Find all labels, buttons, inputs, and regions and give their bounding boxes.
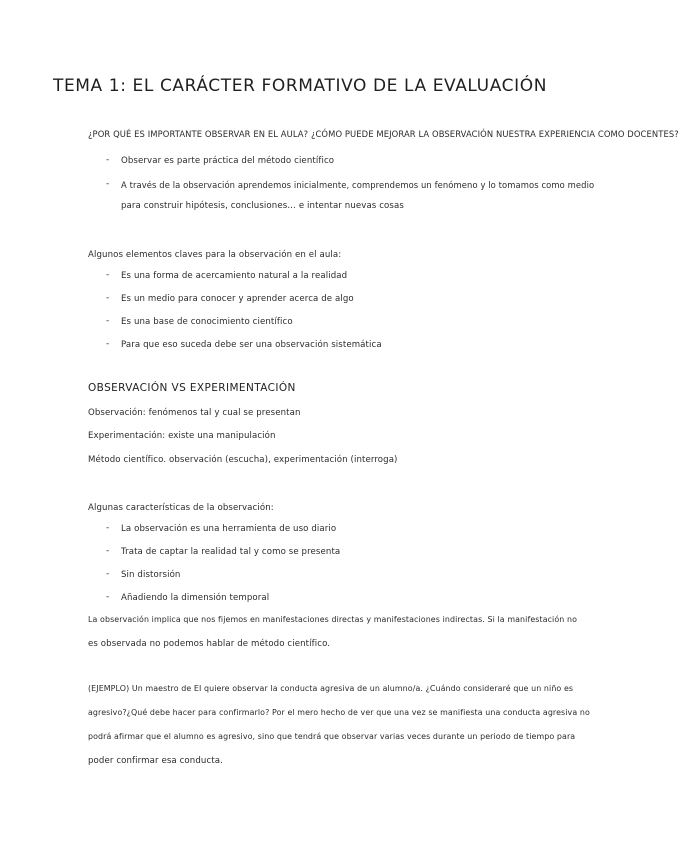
example-line1: (EJEMPLO) Un maestro de EI quiere observar la conducta agresiva de un alumno/a. ¿Cuándo consideraré que un niño es	[88, 684, 574, 693]
section2-item: Es una forma de acercamiento natural a la realidad	[121, 271, 348, 281]
bullet-dash: -	[106, 523, 110, 533]
bullet-dash: -	[106, 179, 110, 189]
section4-intro: Algunas características de la observación:	[88, 503, 274, 513]
bullet-dash: -	[106, 339, 110, 349]
example-line4: poder confirmar esa conducta.	[88, 756, 223, 766]
bullet-dash: -	[106, 592, 110, 602]
section3-heading: OBSERVACIÓN VS EXPERIMENTACIÓN	[88, 382, 296, 394]
section3-line: Experimentación: existe una manipulación	[88, 431, 276, 441]
section3-line: Método científico. observación (escucha), experimentación (interroga)	[88, 455, 398, 465]
section4-paragraph-line2: es observada no podemos hablar de método científico.	[88, 639, 331, 649]
section2-item: Es una base de conocimiento científico	[121, 317, 293, 327]
bullet-dash: -	[106, 270, 110, 280]
bullet-dash: -	[106, 546, 110, 556]
section1-question: ¿POR QUÉ ES IMPORTANTE OBSERVAR EN EL AULA? ¿CÓMO PUEDE MEJORAR LA OBSERVACIÓN NUESTRA EXPERIENCIA COMO DOCENTES?	[88, 129, 679, 139]
section3-line: Observación: fenómenos tal y cual se presentan	[88, 408, 301, 418]
section2-intro: Algunos elementos claves para la observación en el aula:	[88, 250, 342, 260]
section4-item: Sin distorsión	[121, 570, 181, 580]
bullet-dash: -	[106, 569, 110, 579]
page-title: TEMA 1: EL CARÁCTER FORMATIVO DE LA EVALUACIÓN	[52, 76, 548, 96]
section4-item: La observación es una herramienta de uso diario	[121, 524, 337, 534]
section4-paragraph-line1: La observación implica que nos fijemos en manifestaciones directas y manifestaciones indirectas. Si la manifestación no	[88, 615, 578, 624]
example-line2: agresivo?¿Qué debe hacer para confirmarlo? Por el mero hecho de ver que una vez se manifiesta una conducta agresiva no	[88, 708, 590, 717]
section1-bullet2-line2: para construir hipótesis, conclusiones… e intentar nuevas cosas	[121, 201, 404, 211]
section4-item: Añadiendo la dimensión temporal	[121, 593, 270, 603]
section2-item: Es un medio para conocer y aprender acerca de algo	[121, 294, 354, 304]
section1-bullet2-line1: A través de la observación aprendemos inicialmente, comprendemos un fenómeno y lo tomamos como medio	[121, 180, 595, 190]
bullet-dash: -	[106, 155, 110, 165]
section2-item: Para que eso suceda debe ser una observación sistemática	[121, 340, 382, 350]
bullet-dash: -	[106, 293, 110, 303]
bullet-dash: -	[106, 316, 110, 326]
example-line3: podrá afirmar que el alumno es agresivo, sino que tendrá que observar varias veces durante un periodo de tiempo para	[88, 732, 576, 741]
section4-item: Trata de captar la realidad tal y como se presenta	[121, 547, 341, 557]
section1-bullet1: Observar es parte práctica del método científico	[121, 156, 335, 166]
